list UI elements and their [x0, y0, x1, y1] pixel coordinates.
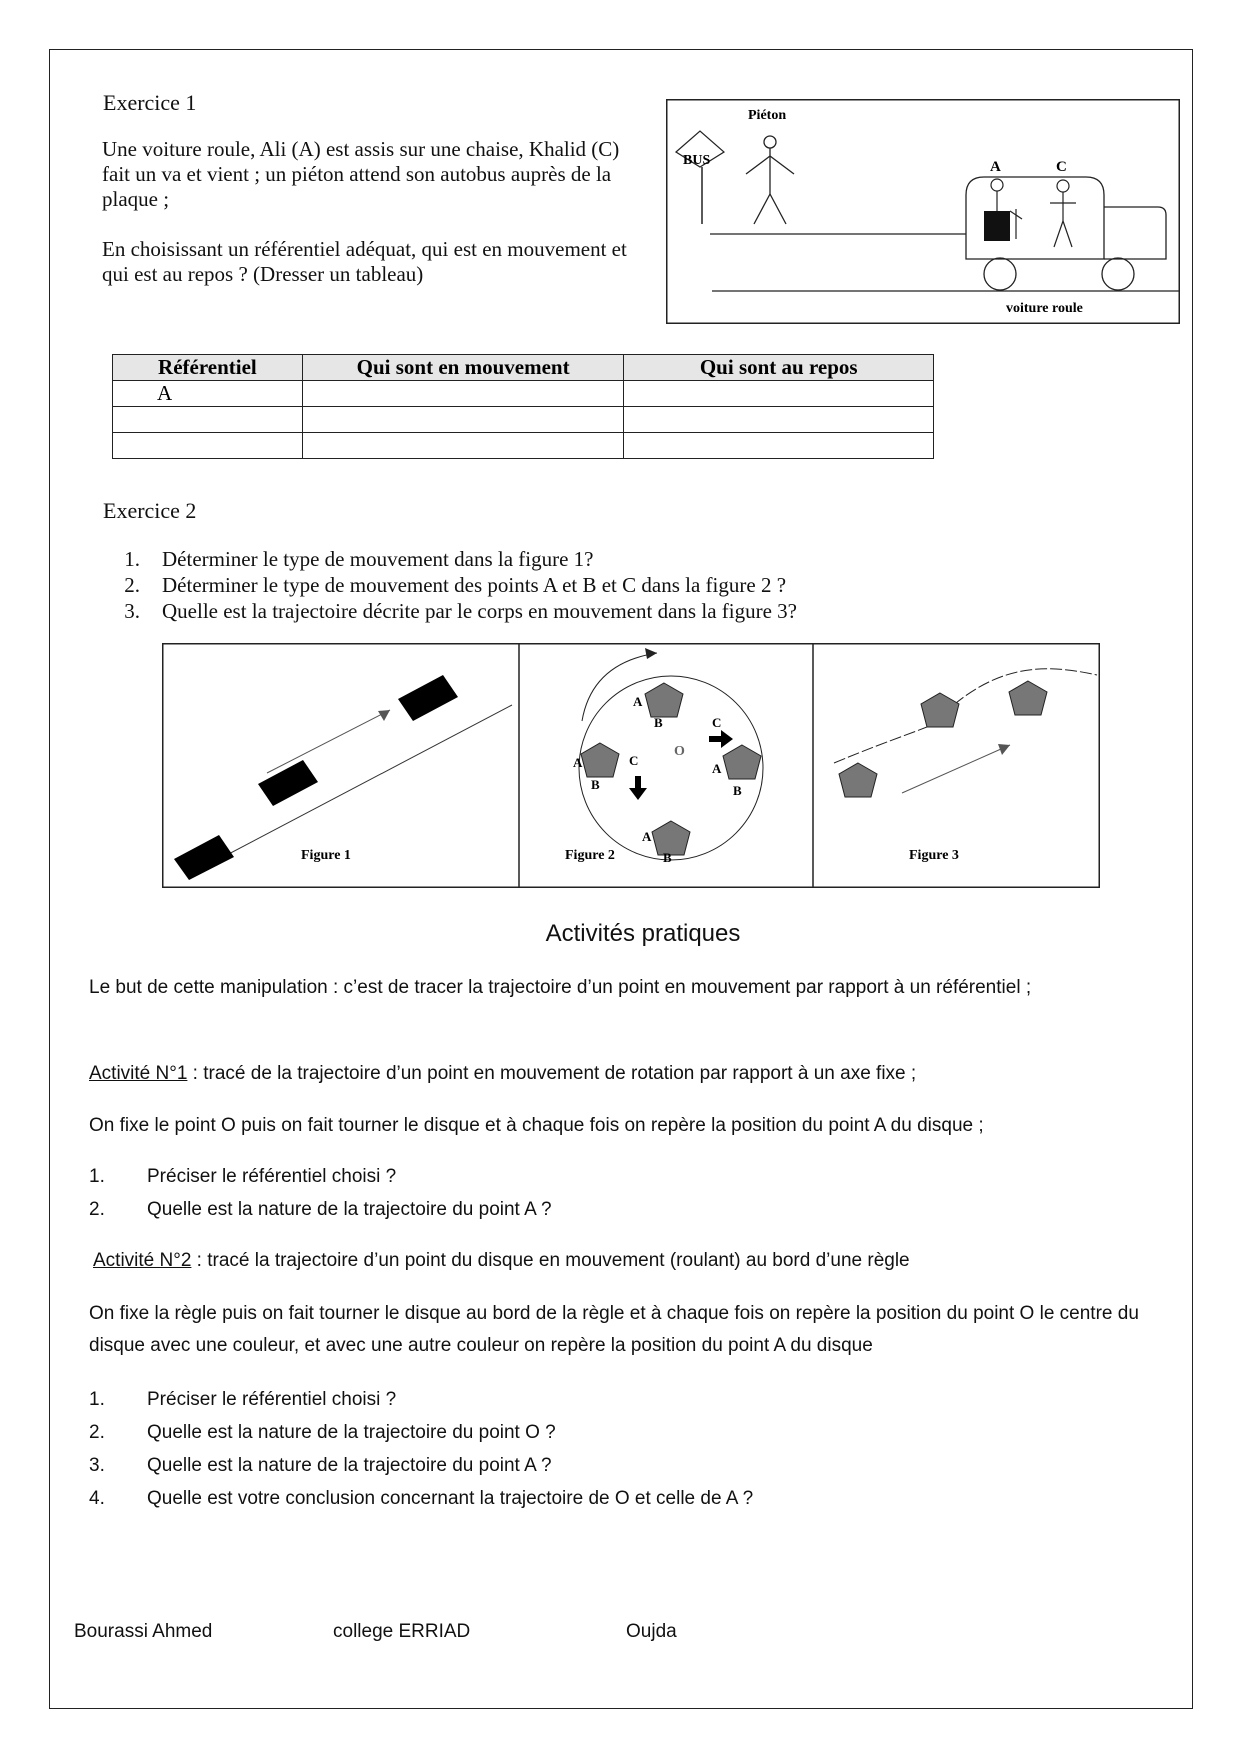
table-cell [624, 407, 934, 433]
table-cell [113, 433, 303, 459]
svg-text:A: A [712, 761, 722, 776]
table-header: Qui sont en mouvement [302, 355, 624, 381]
list-item: 4. Quelle est votre conclusion concernant la trajectoire de O et celle de A ? [89, 1488, 754, 1509]
bus-label: BUS [683, 153, 711, 168]
table-header: Référentiel [113, 355, 303, 381]
list-item: 3. Quelle est la nature de la trajectoire du point A ? [89, 1455, 552, 1476]
list-item: 2. Quelle est la nature de la trajectoire du point A ? [89, 1199, 552, 1220]
svg-text:A: A [633, 694, 643, 709]
list-item: 1. Préciser le référentiel choisi ? [89, 1166, 397, 1187]
table-header-row [113, 355, 934, 381]
figure-caption: voiture roule [1006, 301, 1083, 316]
exercise2-questions [100, 546, 797, 624]
activity2-instructions: On fixe la règle puis on fait tourner le disque au bord de la règle et à chaque fois on repère la position du point O le centre du disque avec une couleur, et avec une autre couleur on repère la position du point A du disque [89, 1303, 1139, 1356]
svg-text:C: C [712, 715, 722, 730]
figure-label-a: A [990, 159, 1001, 175]
list-item: 1. Préciser le référentiel choisi ? [89, 1389, 397, 1410]
footer-author: Bourassi Ahmed [74, 1621, 213, 1642]
activity2-heading: Activité N°2 : tracé la trajectoire d’un point du disque en mouvement (roulant) au bord d’une règle [93, 1250, 910, 1271]
list-item: 2. Quelle est la nature de la trajectoire du point O ? [89, 1422, 556, 1443]
svg-text:B: B [733, 783, 742, 798]
list-item: 2. Déterminer le type de mouvement des points A et B et C dans la figure 2 ? [124, 573, 787, 597]
table-cell: A [113, 381, 303, 407]
svg-text:B: B [591, 777, 600, 792]
figure3-caption: Figure 3 [909, 848, 959, 863]
table-cell [113, 407, 303, 433]
activity2-questions [89, 1383, 753, 1515]
svg-text:B: B [654, 715, 663, 730]
svg-text:A: A [642, 829, 652, 844]
table-cell [624, 433, 934, 459]
table-cell [624, 381, 934, 407]
reference-table [112, 354, 934, 459]
figure2-caption: Figure 2 [565, 848, 615, 863]
svg-text:C: C [629, 753, 639, 768]
figure1-caption: Figure 1 [301, 848, 351, 863]
table-cell [302, 381, 624, 407]
table-row [113, 433, 934, 459]
activity1-questions [89, 1160, 552, 1226]
exercise1-title: Exercice 1 [103, 90, 197, 115]
list-item: 1. Déterminer le type de mouvement dans la figure 1? [124, 547, 594, 571]
bus-stop-figure [666, 99, 1180, 324]
figure-label-c: C [1056, 159, 1067, 175]
exercise1-paragraph1: Une voiture roule, Ali (A) est assis sur une chaise, Khalid (C) fait un va et vient ; un piéton attend son autobus auprès de la plaque ; [102, 137, 620, 211]
exercise2-title: Exercice 2 [103, 498, 197, 523]
table-cell [302, 407, 624, 433]
motion-figures [162, 643, 1100, 888]
pieton-label: Piéton [748, 108, 787, 123]
svg-text:O: O [674, 744, 685, 759]
table-row [113, 381, 934, 407]
activity1-heading: Activité N°1 : tracé de la trajectoire d’un point en mouvement de rotation par rapport à un axe fixe ; [89, 1063, 917, 1084]
list-item: 3. Quelle est la trajectoire décrite par le corps en mouvement dans la figure 3? [124, 599, 797, 623]
table-header: Qui sont au repos [624, 355, 934, 381]
activity1-instructions: On fixe le point O puis on fait tourner le disque et à chaque fois on repère la position du point A du disque ; [89, 1115, 984, 1136]
activities-title: Activités pratiques [545, 920, 741, 947]
table-row [113, 407, 934, 433]
footer-city: Oujda [626, 1621, 677, 1642]
exercise1-paragraph2: En choisissant un référentiel adéquat, qui est en mouvement et qui est au repos ? (Dresser un tableau) [102, 237, 627, 286]
footer-school: college ERRIAD [333, 1621, 471, 1642]
activities-intro: Le but de cette manipulation : c’est de tracer la trajectoire d’un point en mouvement par rapport à un référentiel ; [89, 977, 1032, 998]
svg-text:B: B [663, 850, 672, 865]
svg-text:A: A [573, 755, 583, 770]
table-cell [302, 433, 624, 459]
